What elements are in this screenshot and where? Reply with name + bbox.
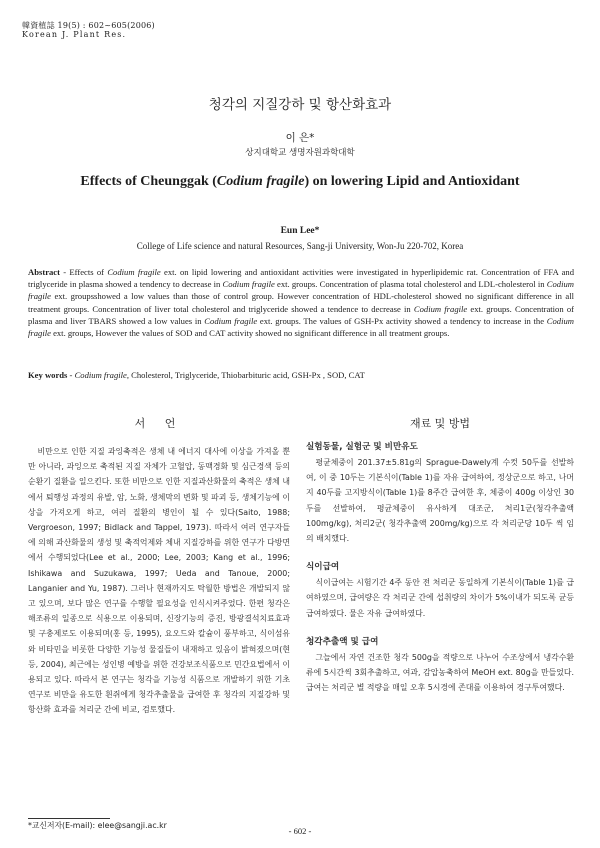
- methods-paragraph: 평균체중이 201.37±5.81g의 Sprague-Dawely계 수컷 50두를 선발하여, 이 중 10두는 기본식이(Table 1)를 자유 급여하여, 정상군으로 하고, 나머지 40두를 고지방식이(Table 1)를 8주간 급여한 후, 체중이 400g 이상인 30두를 선발하여, 평균체중이 유사하게 대조군, 처리1군(청각추출액 100mg/kg), 처리2군( 청각추출액 200mg/kg)으로 각 처리군당 10두 씩 임의 배치했다.: [306, 458, 574, 544]
- abstract-species-3: Codium fragile: [222, 279, 275, 290]
- title-english-species: Codium fragile: [216, 174, 305, 189]
- page-number: - 602 -: [288, 826, 312, 836]
- title-korean: 청각의 지질강하 및 항산화효과: [208, 97, 392, 113]
- keywords-label: Key words: [28, 370, 68, 380]
- abstract-text-10: ext. groups. The values of GSH-Px activity showed a tendency to increase in the: [257, 315, 547, 326]
- methods-block-diet: [306, 560, 574, 621]
- methods-paragraph: 식이급여는 시험기간 4주 동안 전 처리군 동일하게 기본식이(Table 1)를 급여하였으며, 급여량은 각 처리군 간에 섭취량의 차이가 5%이내가 되도록 균등 급여하였다. 물은 자유 급여하였다.: [306, 578, 574, 618]
- title-english: [80, 172, 520, 192]
- methods-block-animals: [306, 440, 574, 546]
- keywords-text-0: -: [67, 370, 75, 380]
- methods-subheading: 식이급여: [306, 562, 340, 573]
- keywords: [28, 369, 574, 381]
- section-heading-methods: 재료 및 방법: [409, 417, 471, 430]
- abstract-species-9: Codium fragile: [204, 315, 258, 326]
- abstract-text-12: ext. groups, However the values of SOD and CAT activity showed no significant difference in all treatment groups.: [50, 328, 450, 339]
- methods-column: [306, 440, 574, 709]
- abstract-text-4: ext. groups. Concentration of plasma total cholesterol and LDL-cholesterol in: [274, 279, 547, 290]
- abstract-species-5: Codium fragile: [28, 279, 574, 302]
- keywords-species: Codium fragile: [74, 370, 127, 380]
- methods-subheading: 실험동물, 실험군 및 비만유도: [306, 442, 418, 452]
- abstract-text-6: ext. groupsshowed a low values than those of control group. However concentration of HDL-cholesterol showed no significant difference in all treatment groups. Concentration of liver total cholesterol and triglyceride showed a tendence to decrease in: [28, 291, 574, 314]
- title-english-part-3: ) on lowering Lipid and Antioxidant: [304, 174, 520, 189]
- abstract: [28, 266, 574, 339]
- journal-name: Korean J. Plant Res.: [22, 30, 127, 39]
- keywords-text-2: , Cholesterol, Triglyceride, Thiobarbituric acid, GSH-Px , SOD, CAT: [126, 370, 365, 380]
- journal-citation: 韓資植誌 19(5) : 602~605(2006): [22, 21, 155, 30]
- author-english: Eun Lee*: [280, 226, 320, 236]
- introduction-paragraph: 비만으로 인한 지질 과잉축적은 생체 내 에너지 대사에 이상을 가져올 뿐만 아니라, 과잉으로 축적된 지질 자체가 고혈압, 동맥경화 및 심근경색 등의 순환기 질환을 일으킨다. 또한 비만으로 인한 지질과산화물의 축적은 생체 내에서 퇴행성 과정의 유발, 암, 노화, 생체막의 변화 및 파괴 등, 생체기능에 이상을 가져오게 하고, 여러 질환의 병인이 될 수 있다(Saito, 1988; Vergroeson, 1997; Bidlack and Tappel, 1973). 따라서 여러 연구자들에 의해 과산화물의 생성 및 축적억제와 체내 지질강하를 위한 연구가 다방면에서 수행되었다(Lee et al., 2000; Lee, 2003; Kang et al., 1996; Ishikawa and Suzukawa, 1997; Ueda and Tanoue, 2000; Langanier and Yu, 1987). 그러나 현재까지도 탁월한 방법은 개발되지 않고 있으며, 보다 많은 연구를 수행할 필요성을 인식시켜주었다. 한편 청각은 해조류의 일종으로 식용으로 이용되며, 신장기능의 증진, 방광결석치료효과 및 구충제로도 이용되며(홍 등, 1995), 요오드와 칼슘이 풍부하고, 식이섬유와 비타민을 비롯한 다양한 기능성 물질들이 내재하고 있음이 밝혀졌으며(현 등, 2004), 최근에는 성인병 예방을 위한 건강보조식품으로 민간요법에서 이용되고 있다. 따라서 본 연구는 청각을 기능성 식품으로 개발하기 위한 기초연구로 비만을 유도한 흰쥐에게 청각추출물을 급여한 후 청각의 지질강하 및 항산화 효과를 처리군 간에 비교, 검토했다.: [28, 447, 290, 715]
- abstract-species-1: Codium fragile: [107, 267, 161, 277]
- affiliation-english: College of Life science and natural Resources, Sang-ji University, Won-Ju 220-702, Korea: [136, 241, 464, 251]
- affiliation-korean: 상지대학교 생명자원과학대학: [245, 148, 355, 158]
- methods-paragraph: 그늘에서 자연 건조한 청각 500g을 적량으로 나누어 수조상에서 냉각수환류에 5시간씩 3회추출하고, 여과, 감압농축하여 MeOH ext. 80g을 만들었다. 급여는 처리군 별 적량을 매일 오후 5시경에 존대를 이용하여 경구투여했다.: [306, 652, 574, 693]
- author-korean: 이 은*: [285, 132, 315, 144]
- abstract-species-11: Codium fragile: [28, 315, 574, 339]
- corresponding-author-footnote: *교신저자(E-mail): elee@sangji.ac.kr: [28, 821, 167, 830]
- abstract-text-8: ext. groups. Concentration of plasma and liver TBARS showed a low values in: [28, 303, 574, 326]
- abstract-text-0: - Effects of: [59, 267, 108, 277]
- introduction-column: [28, 444, 290, 718]
- abstract-label: Abstract: [28, 267, 60, 277]
- methods-subheading: 청각추출액 및 급여: [306, 636, 379, 647]
- section-heading-introduction: 서 언: [134, 417, 184, 430]
- title-english-part-1: Effects of Cheunggak (: [80, 174, 217, 189]
- footnote-divider: [28, 818, 110, 819]
- abstract-text-2: ext. on lipid lowering and antioxidant activities were investigated in hyperlipidemic rat. Concentration of FFA and triglyceride in plasma showed a tendency to decrease in: [28, 267, 575, 290]
- methods-block-extract: [306, 635, 574, 696]
- abstract-species-7: Codium fragile: [413, 303, 468, 314]
